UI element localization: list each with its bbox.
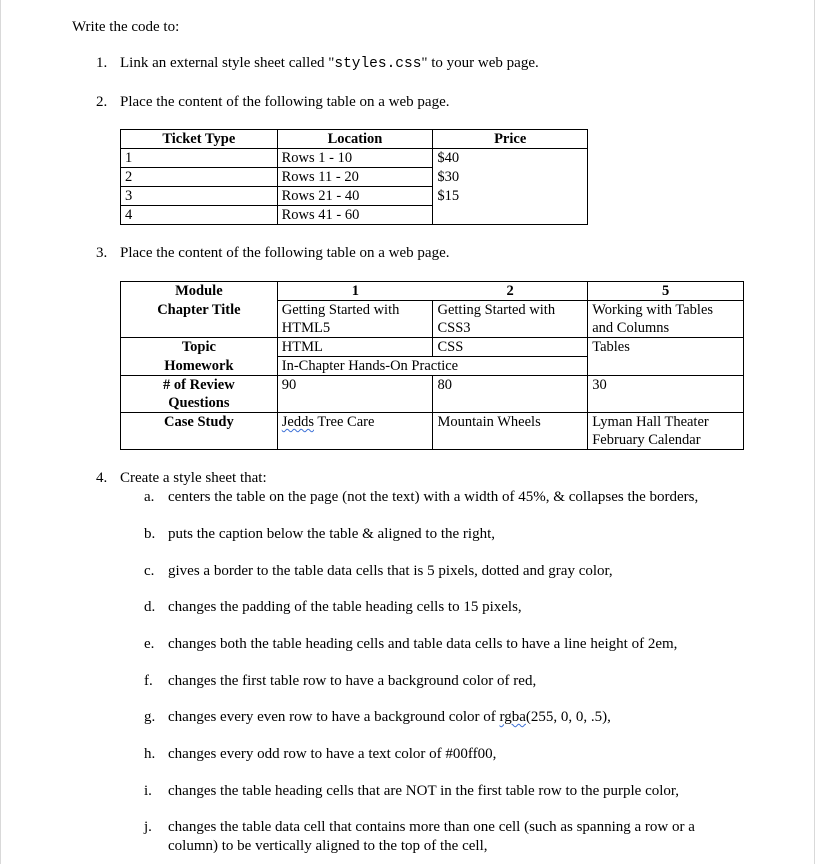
- table-header-cell: 1: [277, 282, 433, 301]
- list-item: changes every even row to have a background color of rgba(255, 0, 0, .5),: [168, 709, 611, 725]
- table-header-cell: Topic: [121, 338, 278, 357]
- table-cell: 3: [121, 187, 278, 206]
- step-1-code: styles.css: [334, 56, 422, 72]
- list-item-letter: f.: [144, 673, 153, 689]
- table-cell: $40: [433, 149, 588, 168]
- table-row: [121, 130, 588, 149]
- table-cell: HTML: [277, 338, 433, 357]
- step-1-number: 1.: [96, 55, 108, 71]
- list-item-letter: h.: [144, 746, 156, 762]
- table-row: [121, 338, 744, 357]
- list-item: changes the first table row to have a background color of red,: [168, 673, 537, 689]
- table-row: [121, 168, 588, 187]
- list-item: changes the table heading cells that are NOT in the first table row to the purple color,: [168, 783, 680, 799]
- list-item: gives a border to the table data cells that is 5 pixels, dotted and gray color,: [168, 563, 613, 579]
- table-header-cell: Case Study: [121, 413, 278, 450]
- step-4-number: 4.: [96, 470, 108, 486]
- list-item-letter: d.: [144, 599, 156, 615]
- list-item: changes both the table heading cells and table data cells to have a line height of 2em,: [168, 636, 678, 652]
- table-header-cell: Ticket Type: [121, 130, 278, 149]
- table-cell: Jedds Tree Care: [277, 413, 433, 450]
- table-cell: 1: [121, 149, 278, 168]
- list-item-letter: i.: [144, 783, 152, 799]
- table-cell: Working with Tables and Columns: [588, 301, 744, 338]
- table-header-cell: # of Review Questions: [121, 376, 278, 413]
- list-item: centers the table on the page (not the text) with a width of 45%, & collapses the borders,: [168, 489, 699, 505]
- table-cell: $15: [433, 187, 588, 206]
- table-cell: Lyman Hall Theater February Calendar: [588, 413, 744, 450]
- step-3-text: Place the content of the following table on a web page.: [120, 245, 450, 261]
- table-cell: [433, 206, 588, 225]
- table-header-cell: Location: [277, 130, 433, 149]
- table-cell: 90: [277, 376, 433, 413]
- table-cell: 80: [433, 376, 588, 413]
- table-row: [121, 301, 744, 338]
- table-header-cell: Module: [121, 282, 278, 301]
- step-2-number: 2.: [96, 94, 108, 110]
- list-item-letter: b.: [144, 526, 156, 542]
- list-item: puts the caption below the table & aligned to the right,: [168, 526, 496, 542]
- table-cell: 4: [121, 206, 278, 225]
- table-cell: Getting Started with HTML5: [277, 301, 433, 338]
- list-item-letter: a.: [144, 489, 155, 505]
- table-row: [121, 187, 588, 206]
- table-header-cell: Chapter Title: [121, 301, 278, 338]
- module-table: [120, 281, 744, 450]
- table-row: [121, 376, 744, 413]
- step-3-number: 3.: [96, 245, 108, 261]
- table-header-cell: 5: [588, 282, 744, 301]
- table-cell: Rows 1 - 10: [277, 149, 433, 168]
- intro-text: Write the code to:: [72, 19, 180, 35]
- list-item-letter: j.: [144, 819, 152, 835]
- table-row: [121, 206, 588, 225]
- table-cell: [588, 357, 744, 376]
- table-row: [121, 282, 744, 301]
- step-2-text: Place the content of the following table on a web page.: [120, 94, 450, 110]
- list-item: changes the padding of the table heading cells to 15 pixels,: [168, 599, 522, 615]
- table-cell: 30: [588, 376, 744, 413]
- table-header-cell: Homework: [121, 357, 278, 376]
- table-cell: CSS: [433, 338, 588, 357]
- list-item-letter: e.: [144, 636, 155, 652]
- step-1-text: Link an external style sheet called "styles.css" to your web page.: [120, 55, 539, 72]
- table-cell: $30: [433, 168, 588, 187]
- table-cell: Mountain Wheels: [433, 413, 588, 450]
- table-header-cell: Price: [433, 130, 588, 149]
- table-cell: Rows 21 - 40: [277, 187, 433, 206]
- list-item-letter: g.: [144, 709, 156, 725]
- step-4-text: Create a style sheet that:: [120, 470, 267, 486]
- table-row: [121, 149, 588, 168]
- table-cell: Tables: [588, 338, 744, 357]
- list-item-letter: c.: [144, 563, 155, 579]
- table-row: [121, 357, 744, 376]
- table-row: [121, 413, 744, 450]
- table-cell: Rows 41 - 60: [277, 206, 433, 225]
- table-cell: 2: [121, 168, 278, 187]
- list-item: changes every odd row to have a text color of #00ff00,: [168, 746, 497, 762]
- table-cell: In-Chapter Hands-On Practice: [277, 357, 587, 376]
- table-header-cell: 2: [433, 282, 588, 301]
- table-cell: Rows 11 - 20: [277, 168, 433, 187]
- list-item: column) to be vertically aligned to the top of the cell,: [168, 838, 488, 854]
- table-cell: Getting Started with CSS3: [433, 301, 588, 338]
- list-item: changes the table data cell that contains more than one cell (such as spanning a row or a: [168, 819, 695, 835]
- ticket-table: [120, 129, 588, 225]
